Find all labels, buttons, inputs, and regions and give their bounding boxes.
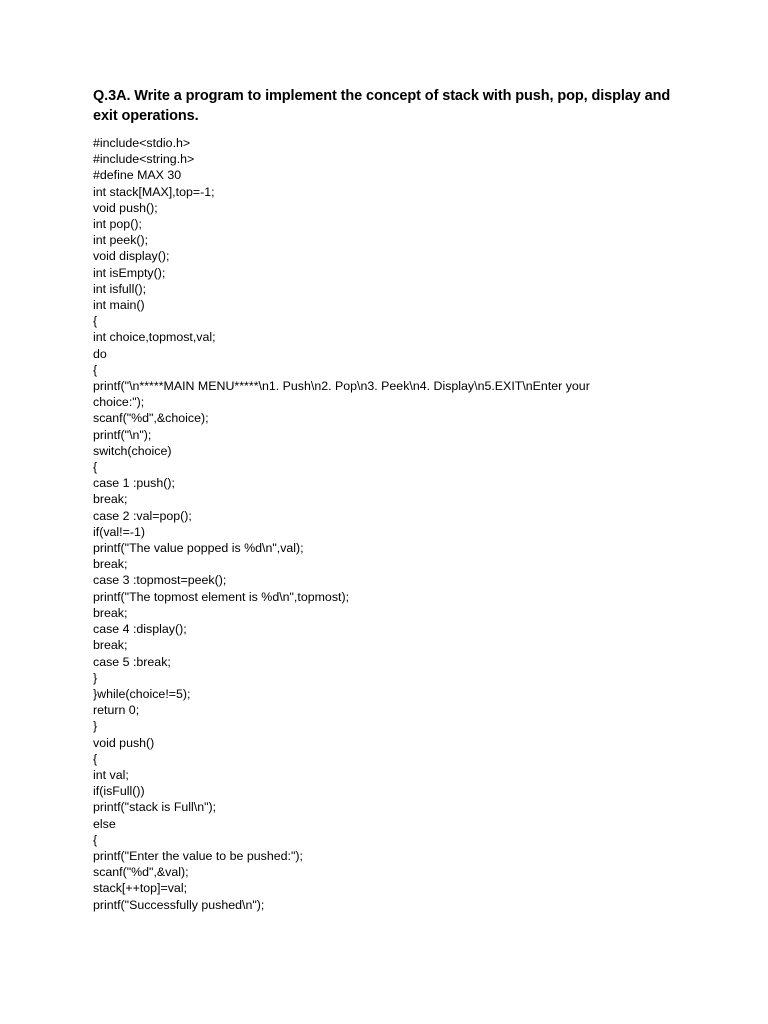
- code-line: {: [93, 460, 98, 475]
- code-line: }while(choice!=5);: [93, 686, 191, 701]
- code-line: do: [93, 346, 107, 361]
- code-line: if(val!=-1): [93, 524, 145, 539]
- code-line: int main(): [93, 298, 145, 313]
- code-line: int peek();: [93, 233, 149, 248]
- code-line: {: [93, 751, 98, 766]
- code-line: int pop();: [93, 217, 142, 232]
- code-line: case 4 :display();: [93, 622, 187, 637]
- code-line: }: [93, 719, 98, 734]
- code-line: scanf("%d",&choice);: [93, 411, 209, 426]
- code-line: else: [93, 816, 116, 831]
- code-line: void push(): [93, 735, 155, 750]
- code-line: {: [93, 832, 98, 847]
- code-line: case 3 :topmost=peek();: [93, 573, 227, 588]
- code-line: printf("Enter the value to be pushed:");: [93, 848, 303, 863]
- code-line: #define MAX 30: [93, 168, 182, 183]
- code-line: printf("stack is Full\n");: [93, 800, 217, 815]
- code-line: if(isFull()): [93, 784, 145, 799]
- code-line: stack[++top]=val;: [93, 881, 188, 896]
- code-line: {: [93, 314, 98, 329]
- code-line: int choice,topmost,val;: [93, 330, 216, 345]
- code-line: break;: [93, 557, 128, 572]
- code-listing: [93, 135, 693, 913]
- code-line: printf("\n");: [93, 427, 152, 442]
- code-line: #include<string.h>: [93, 152, 195, 167]
- code-line: break;: [93, 492, 128, 507]
- code-line: case 5 :break;: [93, 654, 171, 669]
- code-line: void display();: [93, 249, 170, 264]
- code-line: printf("\n*****MAIN MENU*****\n1. Push\n2. Pop\n3. Peek\n4. Display\n5.EXIT\nEnter your: [93, 379, 590, 394]
- code-line: printf("Successfully pushed\n");: [93, 897, 265, 912]
- code-line: int isEmpty();: [93, 265, 166, 280]
- code-line: return 0;: [93, 703, 140, 718]
- code-line: case 1 :push();: [93, 476, 175, 491]
- code-line: void push();: [93, 200, 158, 215]
- code-line: printf("The topmost element is %d\n",topmost);: [93, 589, 350, 604]
- code-line: break;: [93, 605, 128, 620]
- question-heading: Q.3A. Write a program to implement the concept of stack with push, pop, display and exit operations.: [93, 88, 671, 124]
- code-line: scanf("%d",&val);: [93, 865, 189, 880]
- code-line: {: [93, 362, 98, 377]
- code-line: int val;: [93, 767, 129, 782]
- code-line: int stack[MAX],top=-1;: [93, 184, 215, 199]
- code-line: int isfull();: [93, 281, 147, 296]
- code-line: switch(choice): [93, 443, 172, 458]
- code-line: }: [93, 670, 98, 685]
- document-page: [93, 86, 693, 913]
- code-line: break;: [93, 638, 128, 653]
- code-line: printf("The value popped is %d\n",val);: [93, 541, 304, 556]
- code-line: #include<stdio.h>: [93, 136, 191, 150]
- code-line: case 2 :val=pop();: [93, 508, 192, 523]
- code-line: choice:");: [93, 395, 145, 410]
